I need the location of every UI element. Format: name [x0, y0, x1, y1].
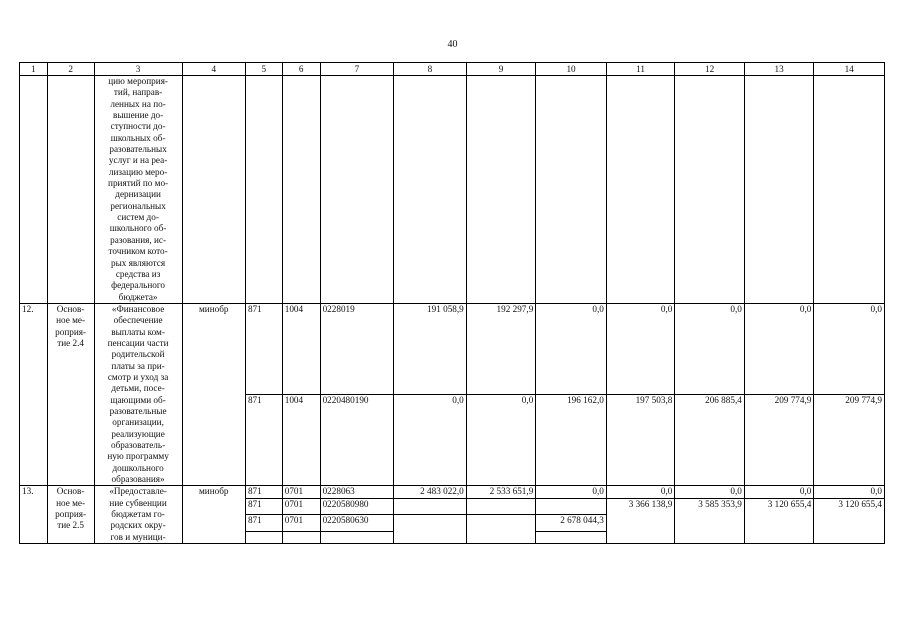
- amount-cell: 2 678 044,3: [536, 515, 607, 532]
- target-code-cell: 0228019: [320, 303, 394, 394]
- amount-cell: [536, 498, 607, 515]
- amount-cell: 3 120 655,4: [744, 498, 814, 543]
- amount-cell: 0,0: [394, 395, 467, 486]
- table-row-13: [20, 486, 885, 498]
- amount-cell: [394, 498, 467, 515]
- amount-cell: 209 774,9: [744, 395, 814, 486]
- table-row-12: [20, 303, 885, 394]
- grbs-cell: 871: [245, 395, 282, 486]
- column-number: 11: [606, 63, 675, 76]
- amount-cell: [466, 515, 536, 544]
- amount-cell: 0,0: [744, 303, 814, 394]
- section-code-cell: 0701: [282, 486, 320, 498]
- target-code-cell: 0220480190: [320, 395, 394, 486]
- executor-cell: минобр: [182, 486, 245, 544]
- amount-cell: 0,0: [606, 486, 675, 498]
- column-number: 3: [94, 63, 182, 76]
- target-code-cell: 0220580980: [320, 498, 394, 515]
- grbs-cell: 871: [245, 498, 282, 515]
- column-number: 4: [182, 63, 245, 76]
- amount-cell: 209 774,9: [814, 395, 885, 486]
- measure-name-cell: Основ- ное ме- роприя- тие 2.5: [47, 486, 94, 544]
- amount-cell: 3 120 655,4: [814, 498, 885, 543]
- amount-cell: 0,0: [675, 486, 745, 498]
- measure-description-cell: цию мероприя- тий, направ- ленных на по- вышение до- ступности до- школьных об- разовательных услуг и на реа- лизацию меро- приятий по мо- дернизации региональных систем до- школьного об- разования, ис- точником кото- рых являются средства из федерального бюджета»: [94, 76, 182, 304]
- page-number: 40: [447, 39, 458, 50]
- measure-name-cell: Основ- ное ме- роприя- тие 2.4: [47, 303, 94, 486]
- amount-cell: 206 885,4: [675, 395, 745, 486]
- target-code-cell: 0228063: [320, 486, 394, 498]
- target-code-cell: 0220580630: [320, 515, 394, 532]
- executor-cell: минобр: [182, 303, 245, 486]
- amount-cell: 0,0: [466, 395, 536, 486]
- column-number: 9: [466, 63, 536, 76]
- section-code-cell: 1004: [282, 303, 320, 394]
- amount-cell: 0,0: [606, 303, 675, 394]
- amount-cell: 3 585 353,9: [675, 498, 745, 543]
- amount-cell: [466, 498, 536, 515]
- section-code-cell: 0701: [282, 498, 320, 515]
- row-number-cell: 13.: [20, 486, 48, 544]
- column-number: 5: [245, 63, 282, 76]
- grbs-cell: 871: [245, 303, 282, 394]
- amount-cell: 0,0: [814, 303, 885, 394]
- amount-cell: 0,0: [814, 486, 885, 498]
- amount-cell: 3 366 138,9: [606, 498, 675, 543]
- column-number-row: [20, 63, 885, 76]
- column-number: 8: [394, 63, 467, 76]
- column-number: 6: [282, 63, 320, 76]
- amount-cell: 0,0: [536, 486, 607, 498]
- column-number: 14: [814, 63, 885, 76]
- amount-cell: 2 483 022,0: [394, 486, 467, 498]
- measure-description-cell: «Предоставле- ние субвенции бюджетам го- родских окру- гов и муници-: [94, 486, 182, 544]
- amount-cell: 0,0: [744, 486, 814, 498]
- column-number: 2: [47, 63, 94, 76]
- table-row-continuation: [20, 76, 885, 304]
- amount-cell: 197 503,8: [606, 395, 675, 486]
- amount-cell: [394, 515, 467, 544]
- measure-description-cell: «Финансовое обеспечение выплаты ком- пенсации части родительской платы за при- смотр и уход за детьми, посе- щающими об- разовательные организации, реализующие образователь- ную программу дошкольного образования»: [94, 303, 182, 486]
- section-code-cell: 0701: [282, 515, 320, 532]
- amount-cell: 192 297,9: [466, 303, 536, 394]
- amount-cell: 191 058,9: [394, 303, 467, 394]
- amount-cell: 0,0: [675, 303, 745, 394]
- column-number: 12: [675, 63, 745, 76]
- amount-cell: 2 533 651,9: [466, 486, 536, 498]
- grbs-cell: 871: [245, 486, 282, 498]
- amount-cell: 196 162,0: [536, 395, 607, 486]
- column-number: 7: [320, 63, 394, 76]
- row-number-cell: 12.: [20, 303, 48, 486]
- amount-cell: 0,0: [536, 303, 607, 394]
- budget-table: [19, 62, 885, 544]
- column-number: 13: [744, 63, 814, 76]
- section-code-cell: 1004: [282, 395, 320, 486]
- column-number: 1: [20, 63, 48, 76]
- column-number: 10: [536, 63, 607, 76]
- grbs-cell: 871: [245, 515, 282, 532]
